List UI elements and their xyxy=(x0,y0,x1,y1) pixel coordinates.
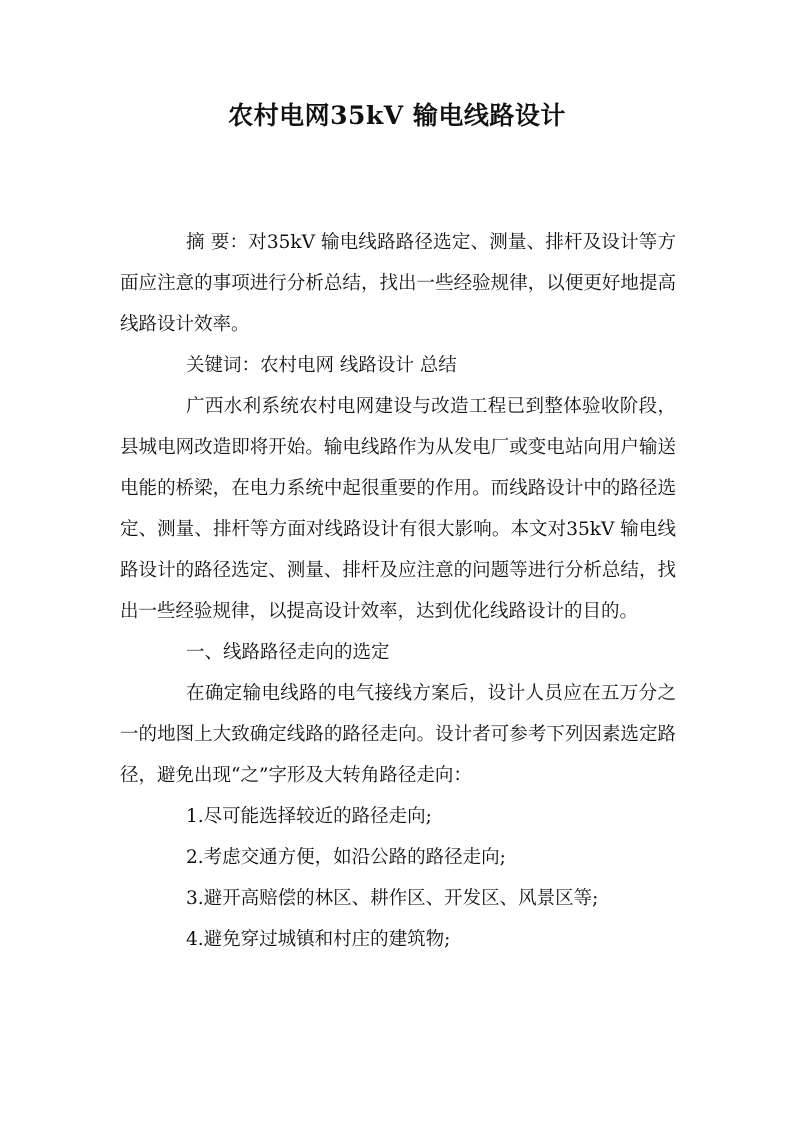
list-item: 1.尽可能选择较近的路径走向; xyxy=(186,806,432,827)
list-item: 3.避开高赔偿的林区、耕作区、开发区、风景区等; xyxy=(186,888,599,909)
intro-paragraph: 广西水利系统农村电网建设与改造工程已到整体验收阶段，县城电网改造即将开始。输电线路作为从发电厂或变电站向用户输送电能的桥梁，在电力系统中起很重要的作用。而线路设计中的路径选定、测量、排杆等方面对线路设计有很大影响。本文对35kV 输电线路设计的路径选定、测量、排杆及应注意的问题等进行分析总结，找出一些经验规律，以提高设计效率，达到优化线路设计的目的。 xyxy=(120,396,676,622)
document-title: 农村电网35kV 输电线路设计 xyxy=(228,101,566,130)
section-intro-paragraph: 在确定输电线路的电气接线方案后，设计人员应在五万分之一的地图上大致确定线路的路径走向。设计者可参考下列因素选定路径，避免出现“之”字形及大转角路径走向： xyxy=(120,683,676,786)
section-heading: 一、线路路径走向的选定 xyxy=(186,642,390,663)
list-item: 2.考虑交通方便，如沿公路的路径走向; xyxy=(186,847,506,868)
abstract-paragraph: 摘 要：对35kV 输电线路路径选定、测量、排杆及设计等方面应注意的事项进行分析总结，找出一些经验规律，以便更好地提高线路设计效率。 xyxy=(120,232,676,335)
keywords-line: 关键词：农村电网 线路设计 总结 xyxy=(186,355,457,376)
document-body xyxy=(120,222,676,960)
list-item: 4.避免穿过城镇和村庄的建筑物; xyxy=(186,929,451,950)
